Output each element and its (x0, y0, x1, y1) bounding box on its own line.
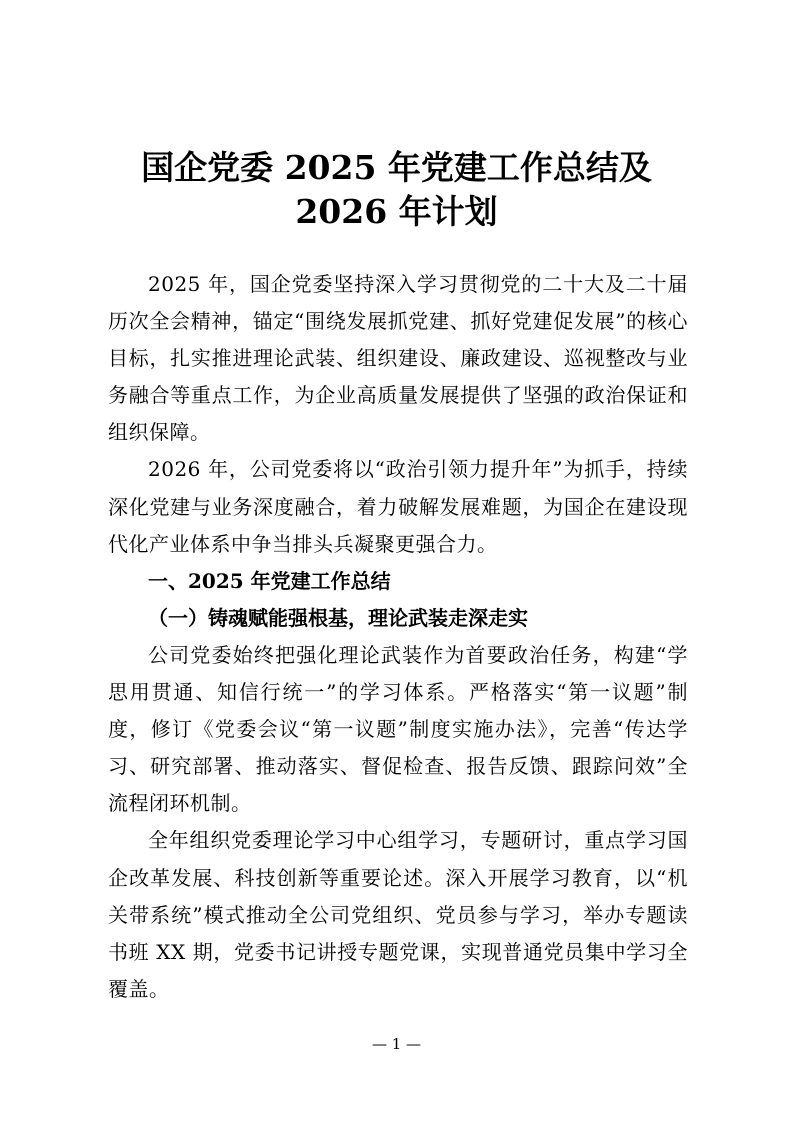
section-heading: 一、2025 年党建工作总结 (148, 568, 391, 593)
subsection-heading: （一）铸魂赋能强根基，理论武装走深走实 (148, 605, 528, 630)
intro-paragraph-2: 2026 年，公司党委将以“政治引领力提升年”为抓手，持续深化党建与业务深度融合，着力破解发展难题，为国企在建设现代化产业体系中争当排头兵凝聚更强合力。 (108, 457, 688, 556)
document-body (108, 266, 688, 1008)
page-number: — 1 — (371, 1035, 422, 1053)
section-paragraph-1: 公司党委始终把强化理论武装作为首要政治任务，构建“学思用贯通、知信行统一”的学习体系。严格落实“第一议题”制度，修订《党委会议“第一议题”制度实施办法》，完善“传达学习、研究部署、推动落实、督促检查、报告反馈、跟踪问效”全流程闭环机制。 (108, 642, 688, 816)
intro-paragraph-1: 2025 年，国企党委坚持深入学习贯彻党的二十大及二十届历次全会精神，锚定“围绕发展抓党建、抓好党建促发展”的核心目标，扎实推进理论武装、组织建设、廉政建设、巡视整改与业务融合等重点工作，为企业高质量发展提供了坚强的政治保证和组织保障。 (108, 272, 688, 445)
section-paragraph-2: 全年组织党委理论学习中心组学习，专题研讨，重点学习国企改革发展、科技创新等重要论述。深入开展学习教育，以“机关带系统”模式推动全公司党组织、党员参与学习，举办专题读书班 XX 期，党委书记讲授专题党课，实现普通党员集中学习全覆盖。 (108, 828, 688, 1001)
document-title: 国企党委 2025 年党建工作总结及 2026 年计划 (141, 148, 652, 231)
